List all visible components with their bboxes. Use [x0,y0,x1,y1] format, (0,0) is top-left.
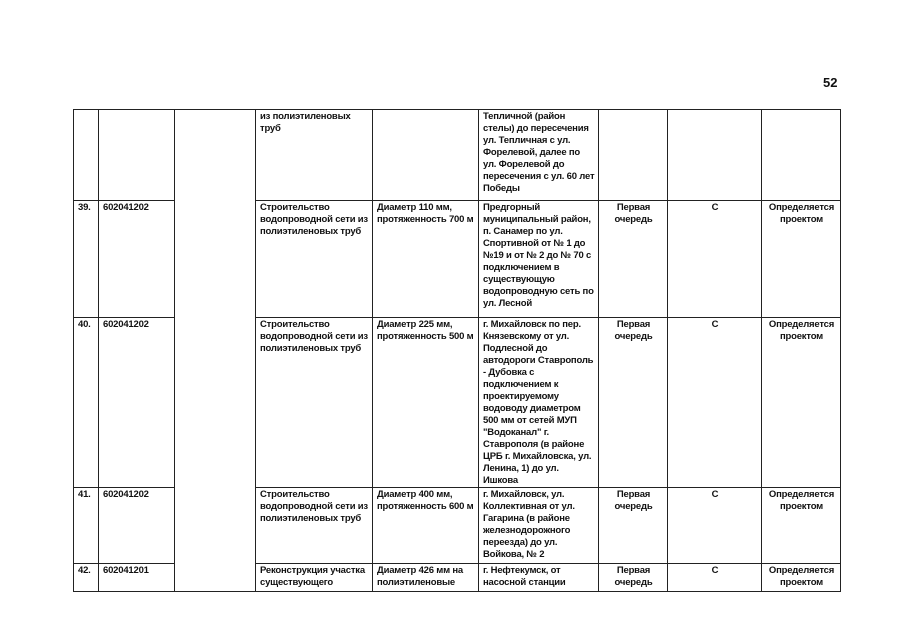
row-number [74,110,99,201]
object-queue: Первая очередь [599,318,668,488]
object-spec [373,110,479,201]
object-name: Строительство водопроводной сети из полиэтиленовых труб [256,201,373,318]
document-table [73,109,841,592]
object-code: 602041201 [99,564,175,592]
row-number: 40. [74,318,99,488]
object-spec: Диаметр 110 мм, протяженность 700 м [373,201,479,318]
row-number: 39. [74,201,99,318]
object-spec: Диаметр 426 мм на полиэтиленовые [373,564,479,592]
object-cost: Определяется проектом [762,488,841,564]
object-name: Строительство водопроводной сети из полиэтиленовых труб [256,318,373,488]
object-location: Тепличной (район стелы) до пересечения ул. Тепличная с ул. Форелевой, далее по ул. Форелевой до пересечения с ул. 60 лет Победы [479,110,599,201]
object-category: С [668,564,762,592]
object-queue: Первая очередь [599,564,668,592]
row-number: 42. [74,564,99,592]
object-category: С [668,318,762,488]
object-cost: Определяется проектом [762,564,841,592]
object-category: С [668,488,762,564]
object-spec: Диаметр 225 мм, протяженность 500 м [373,318,479,488]
object-cost [762,110,841,201]
object-spec: Диаметр 400 мм, протяженность 600 м [373,488,479,564]
object-queue: Первая очередь [599,201,668,318]
object-code: 602041202 [99,488,175,564]
object-name: Строительство водопроводной сети из полиэтиленовых труб [256,488,373,564]
object-location: г. Михайловск по пер. Князевскому от ул. Подлесной до автодороги Ставрополь - Дубовка с подключением к проектируемому водоводу диаметром 500 мм от сетей МУП "Водоканал" г. Ставрополя (в районе ЦРБ г. Михайловска, ул. Ленина, 1) до ул. Ишкова [479,318,599,488]
object-queue: Первая очередь [599,488,668,564]
object-category: С [668,201,762,318]
row-number: 41. [74,488,99,564]
table-row [74,110,841,201]
object-code: 602041202 [99,318,175,488]
object-name: из полиэтиленовых труб [256,110,373,201]
object-location: г. Михайловск, ул. Коллективная от ул. Гагарина (в районе железнодорожного переезда) до ул. Войкова, № 2 [479,488,599,564]
object-cost: Определяется проектом [762,318,841,488]
empty-cell [175,110,256,592]
object-category [668,110,762,201]
object-code: 602041202 [99,201,175,318]
object-cost: Определяется проектом [762,201,841,318]
object-location: Предгорный муниципальный район, п. Санамер по ул. Спортивной от № 1 до №19 и от № 2 до № 70 с подключением в существующую водопроводную сеть по ул. Лесной [479,201,599,318]
object-code [99,110,175,201]
page-number: 52 [823,75,838,90]
object-queue [599,110,668,201]
object-location: г. Нефтекумск, от насосной станции [479,564,599,592]
object-name: Реконструкция участка существующего [256,564,373,592]
